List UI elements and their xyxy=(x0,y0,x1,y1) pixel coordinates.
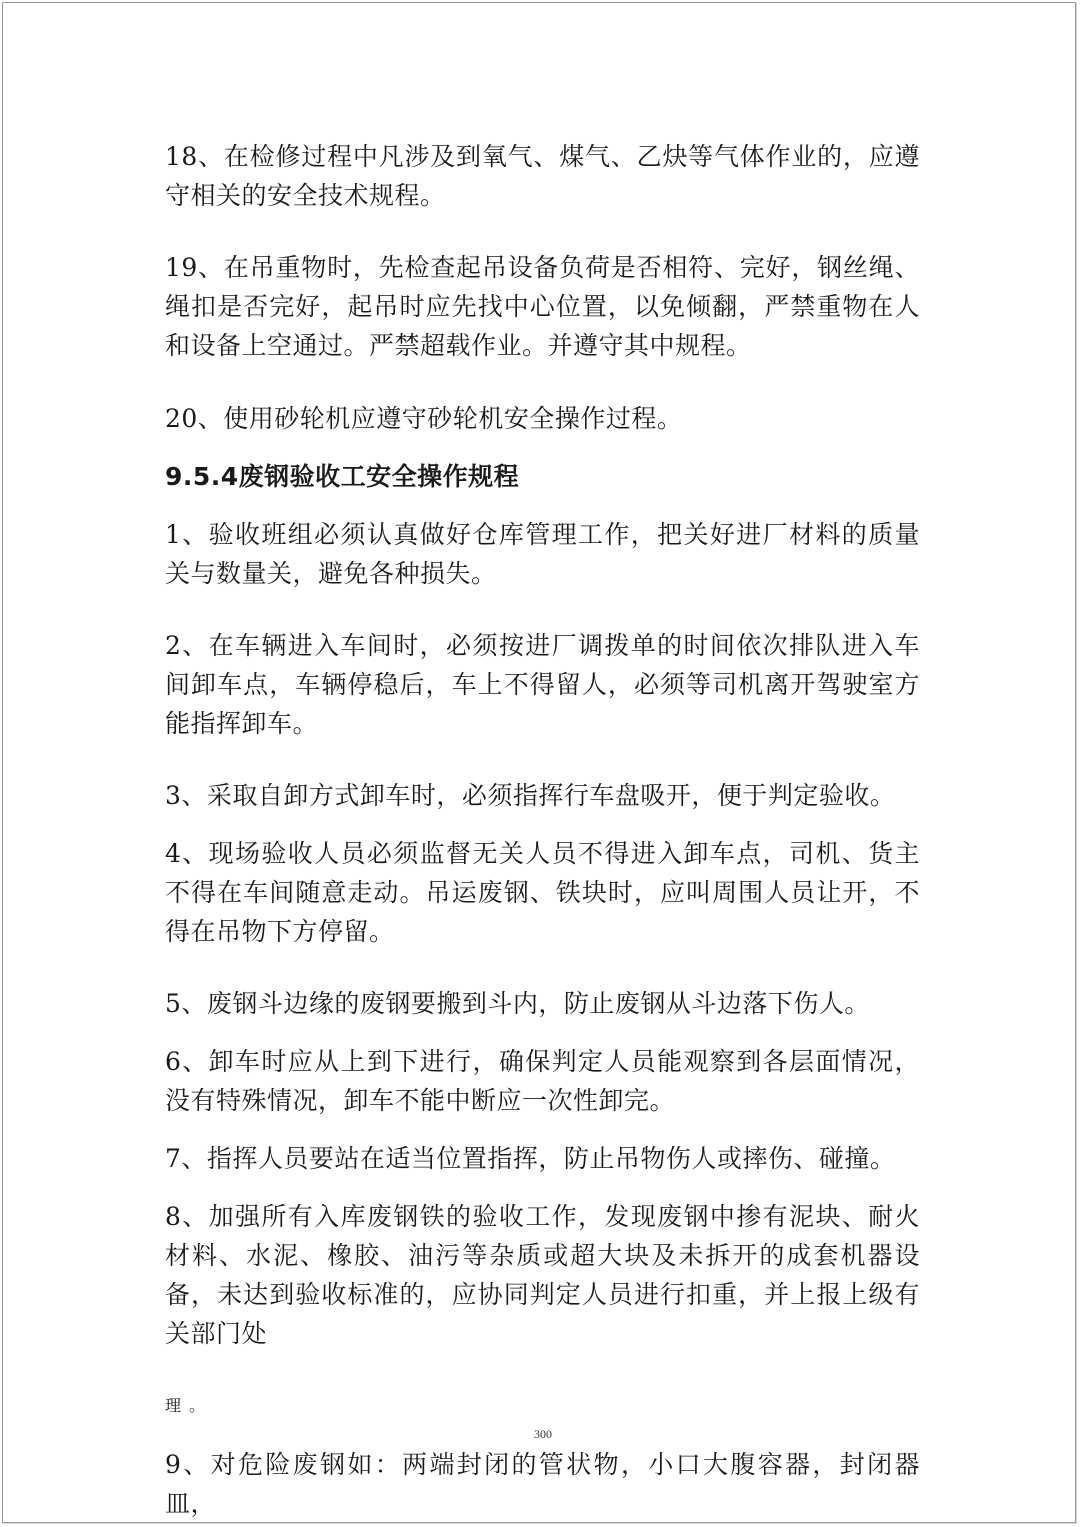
list-item-6: 6、卸车时应从上到下进行，确保判定人员能观察到各层面情况，没有特殊情况，卸车不能中断应一次性卸完。 xyxy=(165,1047,920,1115)
page-number: 300 xyxy=(534,1427,552,1441)
list-item-1: 1、验收班组必须认真做好仓库管理工作，把关好进厂材料的质量关与数量关，避免各种损失。 xyxy=(165,520,920,588)
list-item-4: 4、现场验收人员必须监督无关人员不得进入卸车点，司机、货主不得在车间随意走动。吊运废钢、铁块时，应叫周围人员让开，不得在吊物下方停留。 xyxy=(165,839,920,946)
paragraph-18: 18、在检修过程中凡涉及到氧气、煤气、乙炔等气体作业的，应遵守相关的安全技术规程。 xyxy=(165,142,920,210)
paragraph-19: 19、在吊重物时，先检查起吊设备负荷是否相符、完好，钢丝绳、绳扣是否完好，起吊时应先找中心位置，以免倾翻，严禁重物在人和设备上空通过。严禁超载作业。并遵守其中规程。 xyxy=(165,253,920,360)
list-item-5: 5、废钢斗边缘的废钢要搬到斗内，防止废钢从斗边落下伤人。 xyxy=(165,989,870,1018)
document-page xyxy=(2,2,1076,1523)
list-item-8-continued: 理。 xyxy=(165,1396,214,1415)
paragraph-20: 20、使用砂轮机应遵守砂轮机安全操作过程。 xyxy=(165,404,683,433)
list-item-8: 8、加强所有入库废钢铁的验收工作，发现废钢中掺有泥块、耐火材料、水泥、橡胶、油污等杂质或超大块及未拆开的成套机器设备，未达到验收标准的，应协同判定人员进行扣重，并上报上级有关部门处 xyxy=(165,1202,920,1348)
list-item-7: 7、指挥人员要站在适当位置指挥，防止吊物伤人或摔伤、碰撞。 xyxy=(165,1144,896,1173)
page-body xyxy=(165,137,920,1523)
list-item-2: 2、在车辆进入车间时，必须按进厂调拨单的时间依次排队进入车间卸车点，车辆停稳后，车上不得留人，必须等司机离开驾驶室方能指挥卸车。 xyxy=(165,631,920,738)
list-item-3: 3、采取自卸方式卸车时，必须指挥行车盘吸开，便于判定验收。 xyxy=(165,781,896,810)
list-item-9: 9、对危险废钢如：两端封闭的管状物，小口大腹容器，封闭器皿， xyxy=(165,1450,920,1518)
section-heading: 9.5.4废钢验收工安全操作规程 xyxy=(165,462,520,491)
